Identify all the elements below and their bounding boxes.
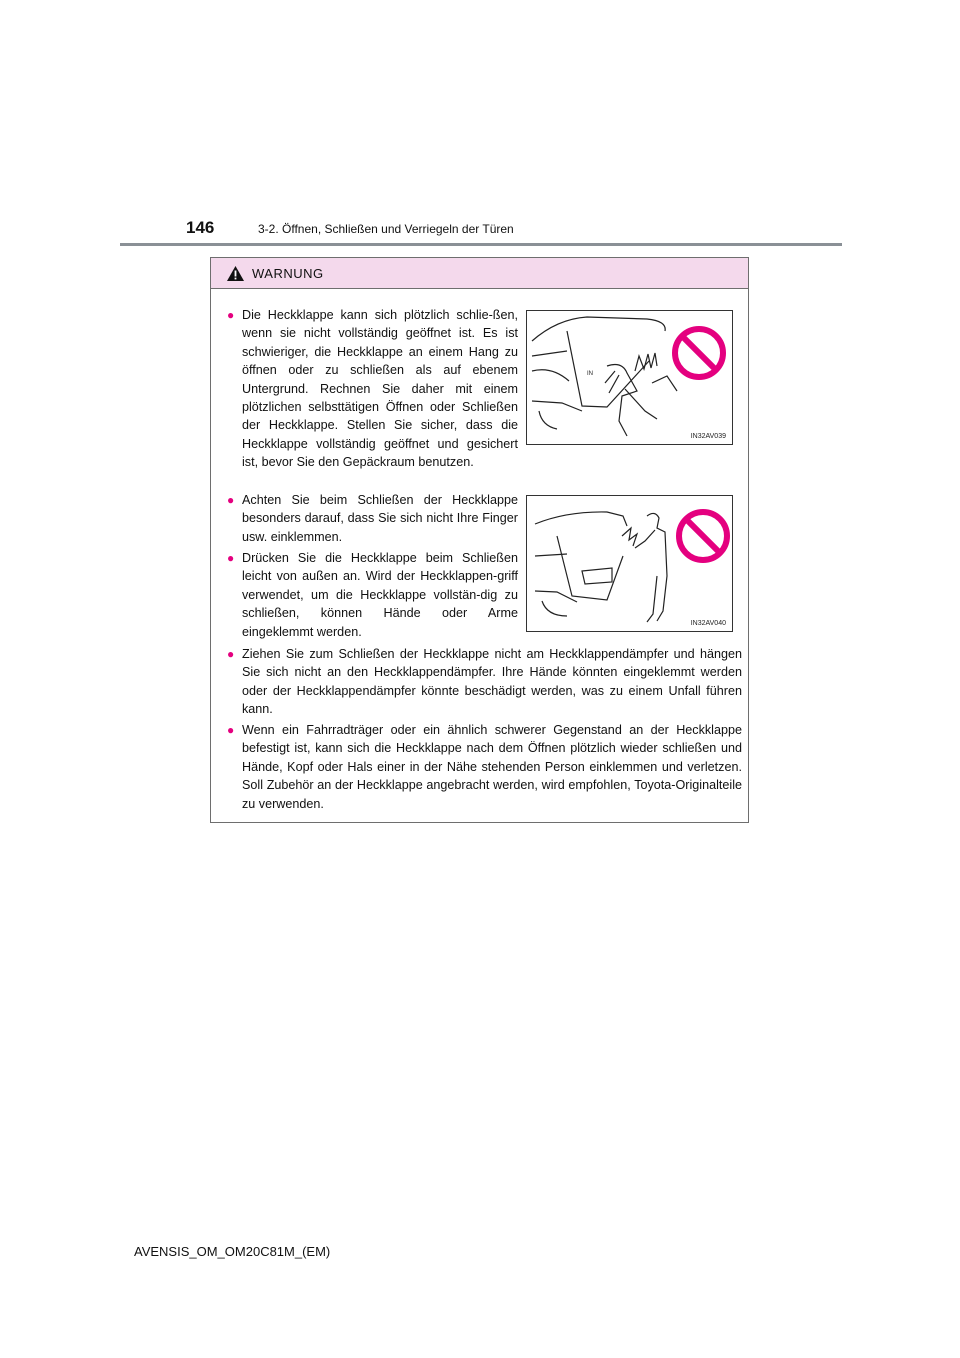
- bullet-icon: ●: [227, 493, 235, 507]
- warning-item-text: Ziehen Sie zum Schließen der Heckklappe nicht am Heckklappendämpfer und hängen Sie sich nicht an den Heckklappendämpfer. Ihre Hände könnten eingeklemmt werden oder der Heckklappendämpfer könnte beschädigt werden, was zu einem Unfall führen kann.: [242, 647, 742, 717]
- illustration-person-closing-tailgate: [526, 495, 733, 632]
- illustration-tailgate-closing-on-person: [526, 310, 733, 445]
- bullet-icon: ●: [227, 647, 235, 661]
- warning-box: [210, 257, 749, 823]
- document-id: AVENSIS_OM_OM20C81M_(EM): [134, 1244, 331, 1259]
- warning-item: [227, 306, 518, 472]
- warning-item: [227, 721, 742, 813]
- header-divider: [120, 243, 842, 246]
- figure-code: IN32AV039: [690, 433, 726, 440]
- page-number: 146: [186, 218, 215, 237]
- bullet-icon: ●: [227, 551, 235, 565]
- warning-item-text: Drücken Sie die Heckklappe beim Schließen leicht von außen an. Wird der Heckklappen-griff verwendet, um die Heckklappe vollstän-dig zu schließen, können Hände oder Arme eingeklemmt werden.: [242, 551, 518, 639]
- prohibition-icon: [671, 325, 727, 386]
- bullet-icon: ●: [227, 308, 235, 322]
- warning-item: [227, 491, 518, 546]
- bullet-icon: ●: [227, 723, 235, 737]
- warning-title: WARNUNG: [252, 265, 324, 281]
- warning-item-text: Die Heckklappe kann sich plötzlich schlie-ßen, wenn sie nicht vollständig geöffnet ist. Es ist schwieriger, die Heckklappe an einem Hang zu öffnen oder zu schließen als auf ebenem Untergrund. Rechnen Sie daher mit einem plötzlichen selbsttätigen Öffnen oder Schließen der Heckklappe. Stellen Sie sicher, dass die Heckklappe vollständig geöffnet und gesichert ist, bevor Sie den Gepäckraum benutzen.: [242, 308, 518, 470]
- svg-text:IN: IN: [587, 371, 593, 377]
- warning-triangle-icon: [226, 265, 245, 282]
- warning-item: [227, 549, 518, 641]
- warning-item: [227, 645, 742, 719]
- figure-code: IN32AV040: [690, 620, 726, 627]
- warning-item-text: Wenn ein Fahrradträger oder ein ähnlich schwerer Gegenstand an der Heckklappe befestigt ist, kann sich die Heckklappe nach dem Öffnen plötzlich wieder schließen und Hände, Kopf oder Hals einer in der Nähe stehenden Person einklemmen und verletzen. Soll Zubehör an der Heckklappe angebracht werden, wird empfohlen, Toyota-Originalteile zu verwenden.: [242, 723, 742, 811]
- warning-item-text: Achten Sie beim Schließen der Heckklappe besonders darauf, dass Sie sich nicht Ihre Finger usw. einklemmen.: [242, 493, 518, 544]
- prohibition-icon: [675, 508, 731, 569]
- section-title: 3-2. Öffnen, Schließen und Verriegeln der Türen: [258, 222, 514, 236]
- warning-header: [211, 258, 748, 289]
